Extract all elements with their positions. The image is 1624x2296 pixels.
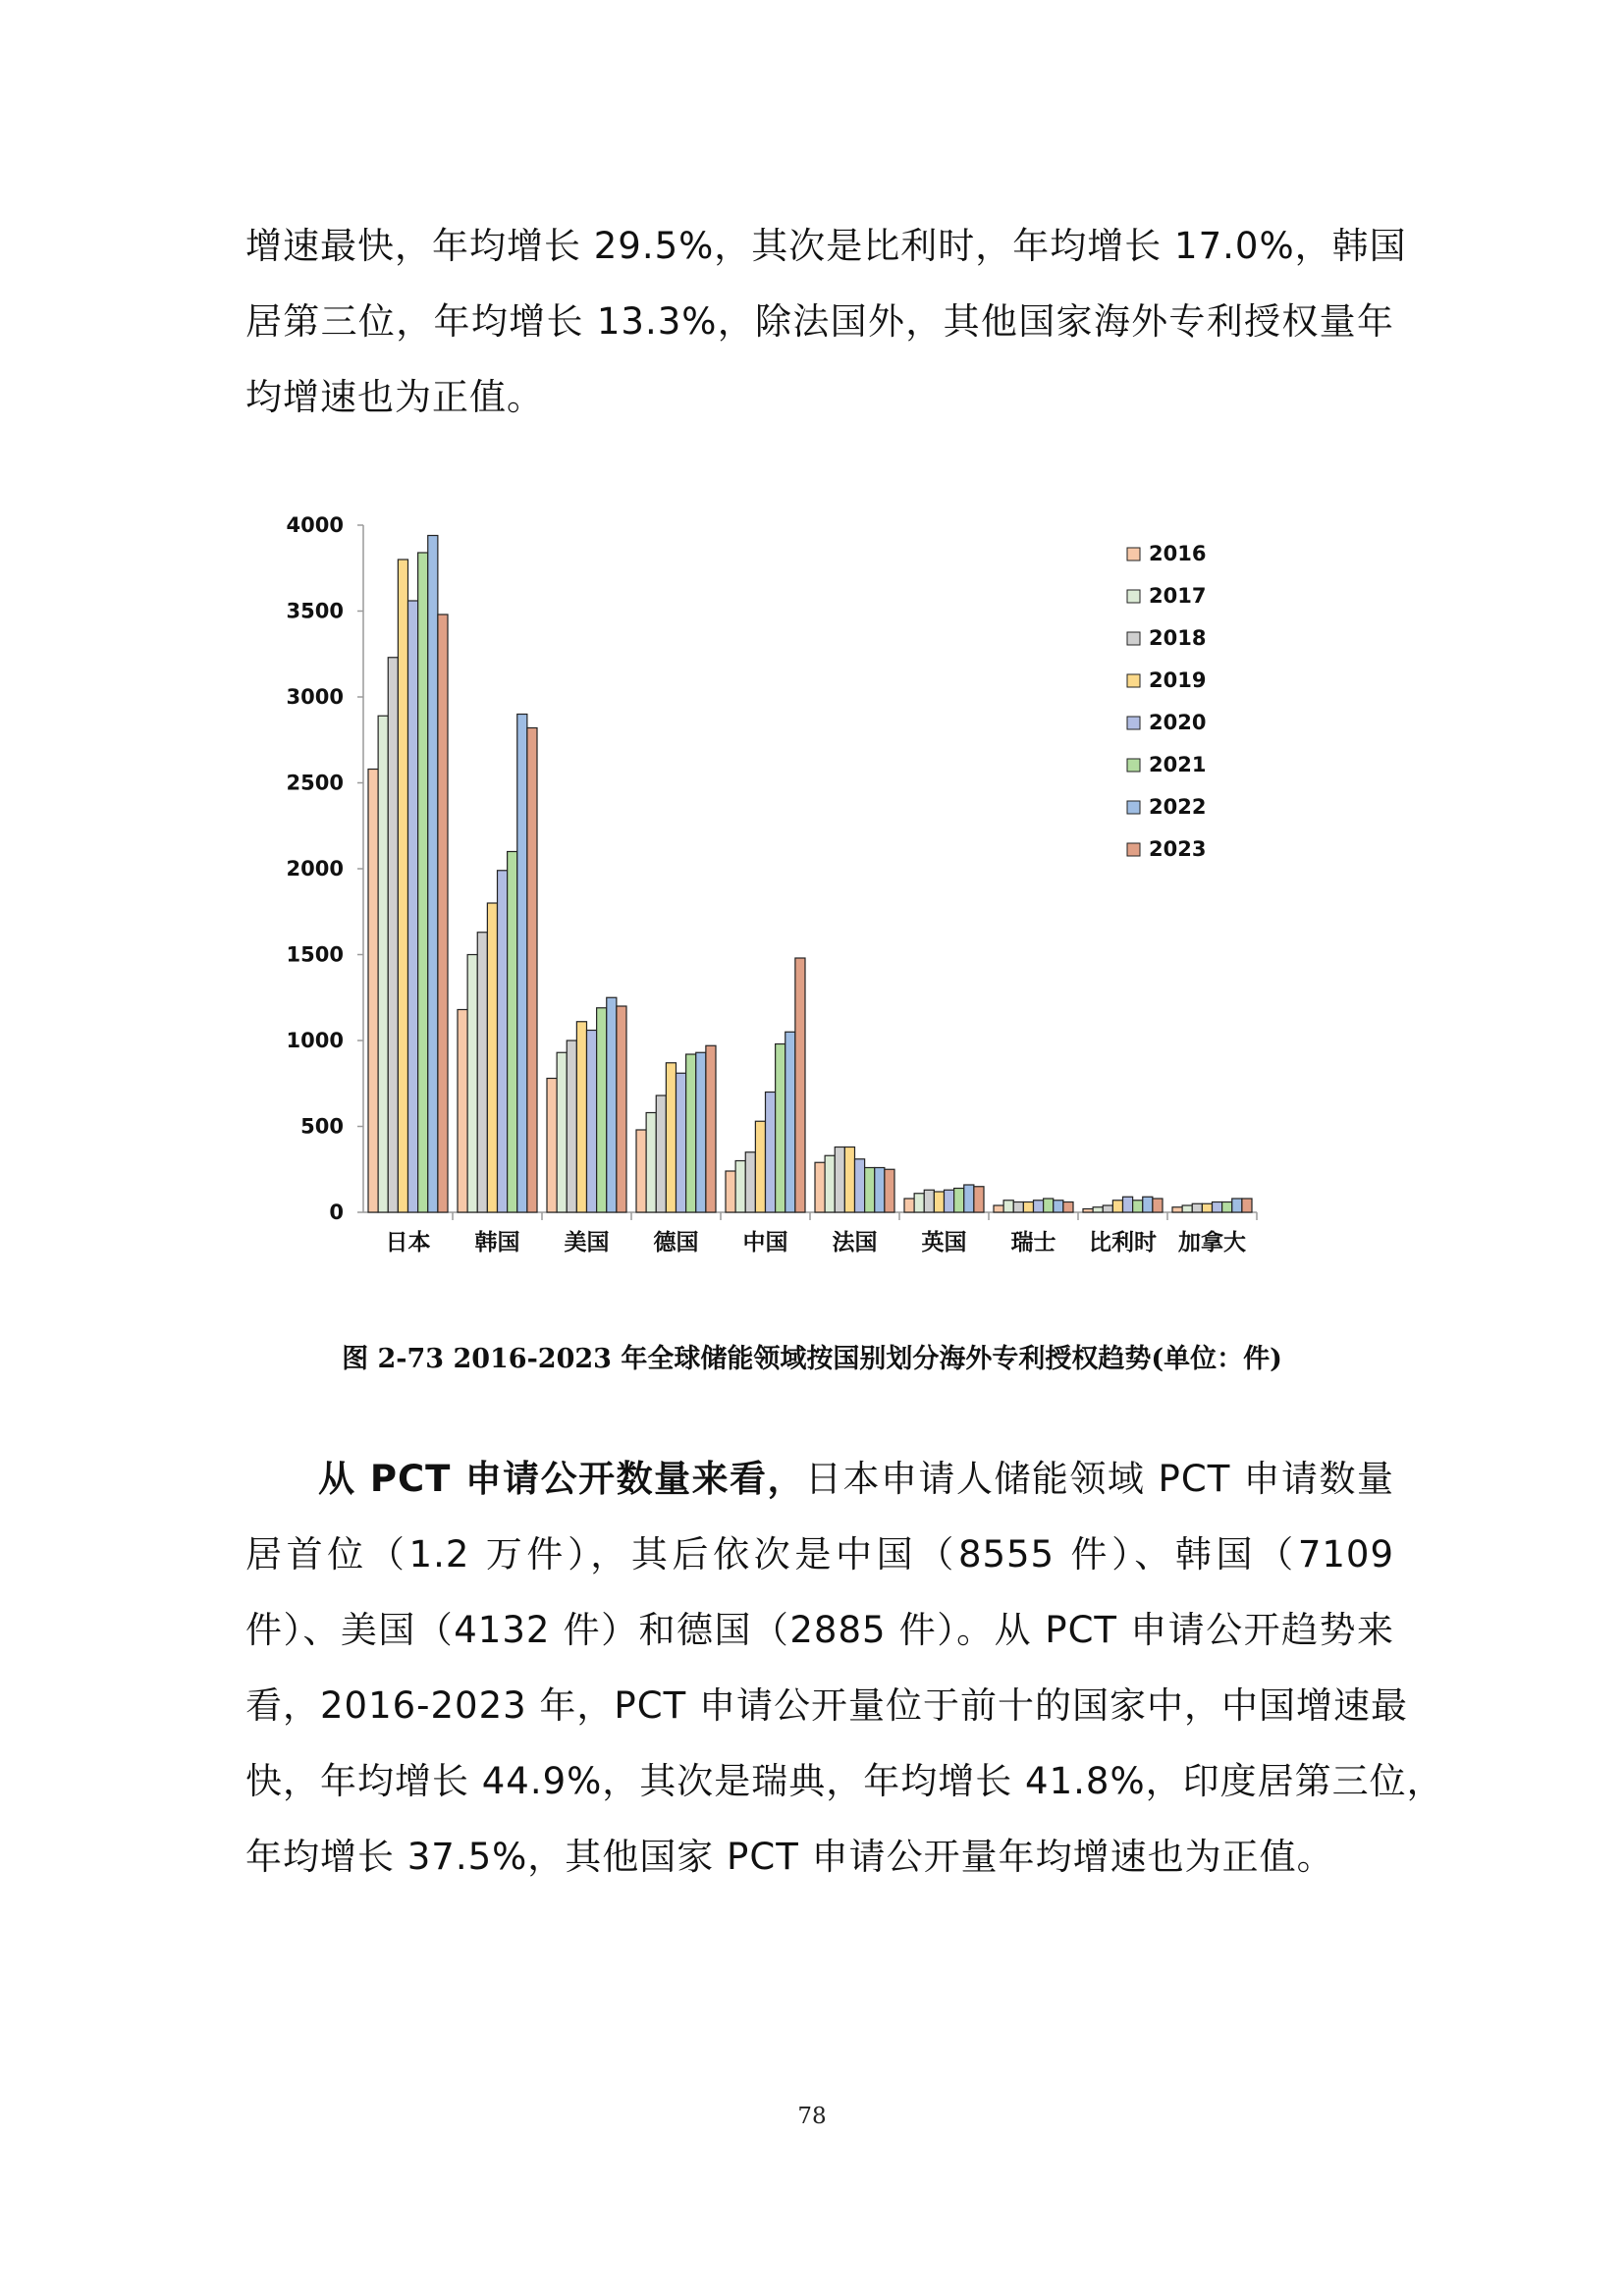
bar-2020 xyxy=(1123,1197,1133,1212)
bar-2016 xyxy=(458,1010,467,1213)
paragraph-2-line: 居首位（1.2 万件），其后依次是中国（8555 件）、韩国（7109 xyxy=(245,1533,1394,1575)
bar-2020 xyxy=(1213,1202,1222,1213)
bar-2021 xyxy=(508,852,517,1213)
x-tick-label: 中国 xyxy=(742,1230,788,1255)
bar-2018 xyxy=(1192,1203,1202,1212)
bar-2017 xyxy=(735,1161,745,1213)
bar-2019 xyxy=(1023,1202,1033,1213)
bar-2022 xyxy=(696,1052,706,1212)
bar-2018 xyxy=(477,933,487,1212)
bar-2021 xyxy=(597,1008,607,1212)
bar-2021 xyxy=(1222,1202,1232,1213)
bar-2020 xyxy=(855,1159,865,1212)
bar-2023 xyxy=(617,1006,626,1212)
legend-label: 2019 xyxy=(1149,668,1207,692)
legend-swatch-2017 xyxy=(1127,590,1140,603)
paragraph-1 xyxy=(245,208,1407,435)
bar-2017 xyxy=(914,1194,924,1212)
bar-2016 xyxy=(1083,1209,1093,1213)
bar-2016 xyxy=(636,1130,646,1212)
bar-2021 xyxy=(418,553,428,1212)
bar-2019 xyxy=(576,1022,586,1212)
bar-2016 xyxy=(368,770,378,1213)
legend-swatch-2020 xyxy=(1127,717,1140,729)
bar-2022 xyxy=(875,1168,885,1213)
bar-2020 xyxy=(408,601,418,1212)
bar-2022 xyxy=(428,536,438,1213)
y-tick-label: 2500 xyxy=(286,771,344,795)
bar-2019 xyxy=(1202,1203,1212,1212)
paragraph-1-line: 增速最快，年均增长 29.5%，其次是比利时，年均增长 17.0%，韩国 xyxy=(245,225,1407,267)
bar-2021 xyxy=(954,1189,964,1213)
legend-swatch-2023 xyxy=(1127,843,1140,856)
x-tick-label: 日本 xyxy=(385,1230,431,1255)
bar-2023 xyxy=(1063,1202,1073,1213)
legend-swatch-2021 xyxy=(1127,759,1140,772)
bar-2016 xyxy=(815,1162,825,1212)
legend-label: 2021 xyxy=(1149,753,1207,776)
bar-2019 xyxy=(1112,1201,1122,1212)
y-tick-label: 500 xyxy=(300,1114,344,1139)
bar-2020 xyxy=(498,871,508,1212)
paragraph-1-line: 均增速也为正值。 xyxy=(245,376,544,418)
bar-2022 xyxy=(785,1032,795,1212)
bar-2022 xyxy=(517,715,527,1213)
bar-2016 xyxy=(994,1205,1003,1212)
legend-swatch-2019 xyxy=(1127,674,1140,687)
bar-2018 xyxy=(1103,1205,1112,1212)
bar-2022 xyxy=(1232,1199,1242,1212)
bar-2017 xyxy=(557,1052,567,1212)
bar-2022 xyxy=(1143,1197,1153,1212)
bar-2018 xyxy=(567,1041,576,1212)
bar-2016 xyxy=(726,1171,735,1212)
bar-2019 xyxy=(398,560,407,1212)
legend-label: 2020 xyxy=(1149,711,1207,734)
bar-2018 xyxy=(1013,1202,1023,1213)
paragraph-2 xyxy=(245,1441,1444,1895)
paragraph-2-lead: 从 PCT 申请公开数量来看， xyxy=(318,1458,806,1500)
paragraph-2-line: 件）、美国（4132 件）和德国（2885 件）。从 PCT 申请公开趋势来 xyxy=(245,1609,1394,1651)
bar-2021 xyxy=(1133,1201,1143,1212)
paragraph-2-lead-rest: 日本申请人储能领域 PCT 申请数量 xyxy=(805,1458,1394,1500)
bar-2017 xyxy=(646,1113,656,1213)
bar-2018 xyxy=(924,1190,934,1212)
bar-2023 xyxy=(527,728,537,1213)
bar-2023 xyxy=(795,958,805,1212)
x-tick-label: 比利时 xyxy=(1089,1230,1157,1255)
y-tick-label: 4000 xyxy=(286,513,344,537)
y-tick-label: 0 xyxy=(329,1201,344,1224)
y-tick-label: 3500 xyxy=(286,599,344,623)
x-tick-label: 瑞士 xyxy=(1010,1230,1056,1255)
bar-2023 xyxy=(974,1187,984,1212)
bar-2020 xyxy=(1034,1201,1044,1212)
x-tick-label: 韩国 xyxy=(474,1230,520,1255)
legend-label: 2018 xyxy=(1149,626,1207,650)
legend-swatch-2016 xyxy=(1127,548,1140,561)
bar-2021 xyxy=(776,1044,785,1213)
x-tick-label: 美国 xyxy=(564,1230,610,1255)
paragraph-1-line: 居第三位，年均增长 13.3%，除法国外，其他国家海外专利授权量年 xyxy=(245,300,1394,343)
x-tick-label: 加拿大 xyxy=(1178,1230,1246,1255)
bar-2022 xyxy=(1054,1201,1063,1212)
bar-2019 xyxy=(487,903,497,1212)
y-tick-label: 3000 xyxy=(286,685,344,709)
bar-2018 xyxy=(388,658,398,1212)
bar-2021 xyxy=(686,1054,696,1212)
bar-2020 xyxy=(945,1190,954,1212)
bar-2023 xyxy=(706,1045,716,1212)
bar-2019 xyxy=(934,1192,944,1212)
bar-2017 xyxy=(1003,1201,1013,1212)
bar-2022 xyxy=(607,997,617,1212)
bar-2020 xyxy=(677,1073,686,1212)
bar-2018 xyxy=(656,1095,666,1212)
bar-2023 xyxy=(1153,1199,1163,1212)
x-tick-label: 英国 xyxy=(921,1230,967,1255)
legend-swatch-2018 xyxy=(1127,632,1140,645)
bar-2019 xyxy=(666,1063,676,1212)
y-tick-label: 1000 xyxy=(286,1029,344,1052)
bar-2018 xyxy=(835,1148,844,1213)
bar-2017 xyxy=(467,955,477,1213)
bar-2016 xyxy=(904,1199,914,1212)
paragraph-2-line: 看，2016-2023 年，PCT 申请公开量位于前十的国家中，中国增速最 xyxy=(245,1684,1408,1727)
legend-label: 2017 xyxy=(1149,584,1207,608)
bar-2017 xyxy=(1182,1205,1192,1212)
bar-2023 xyxy=(1242,1199,1252,1212)
bar-2019 xyxy=(844,1148,854,1213)
legend-label: 2023 xyxy=(1149,837,1207,861)
bar-2023 xyxy=(885,1169,894,1212)
bar-2021 xyxy=(865,1168,875,1213)
bar-2020 xyxy=(587,1031,597,1213)
bar-2021 xyxy=(1044,1199,1054,1212)
page-number: 78 xyxy=(797,2104,827,2129)
y-tick-label: 2000 xyxy=(286,857,344,881)
bar-2016 xyxy=(1172,1207,1182,1212)
x-tick-label: 法国 xyxy=(832,1230,878,1255)
bar-2017 xyxy=(1093,1207,1103,1212)
bar-2017 xyxy=(825,1155,835,1212)
bar-2016 xyxy=(547,1079,557,1213)
y-tick-label: 1500 xyxy=(286,942,344,967)
bar-2023 xyxy=(438,614,448,1212)
bar-chart xyxy=(275,496,1316,1271)
bar-2022 xyxy=(964,1185,974,1212)
bar-2017 xyxy=(378,716,388,1212)
paragraph-2-line xyxy=(245,1441,1394,1517)
bar-2019 xyxy=(755,1121,765,1212)
x-tick-label: 德国 xyxy=(653,1230,699,1255)
figure-caption: 图 2-73 2016-2023 年全球储能领域按国别划分海外专利授权趋势(单位：件) xyxy=(342,1344,1282,1374)
legend-label: 2016 xyxy=(1149,542,1207,565)
bar-2020 xyxy=(766,1093,776,1213)
bar-2018 xyxy=(745,1152,755,1212)
paragraph-2-line: 年均增长 37.5%，其他国家 PCT 申请公开量年均增速也为正值。 xyxy=(245,1836,1334,1878)
paragraph-2-line: 快，年均增长 44.9%，其次是瑞典，年均增长 41.8%，印度居第三位， xyxy=(245,1760,1444,1802)
legend-label: 2022 xyxy=(1149,795,1207,819)
legend-swatch-2022 xyxy=(1127,801,1140,814)
